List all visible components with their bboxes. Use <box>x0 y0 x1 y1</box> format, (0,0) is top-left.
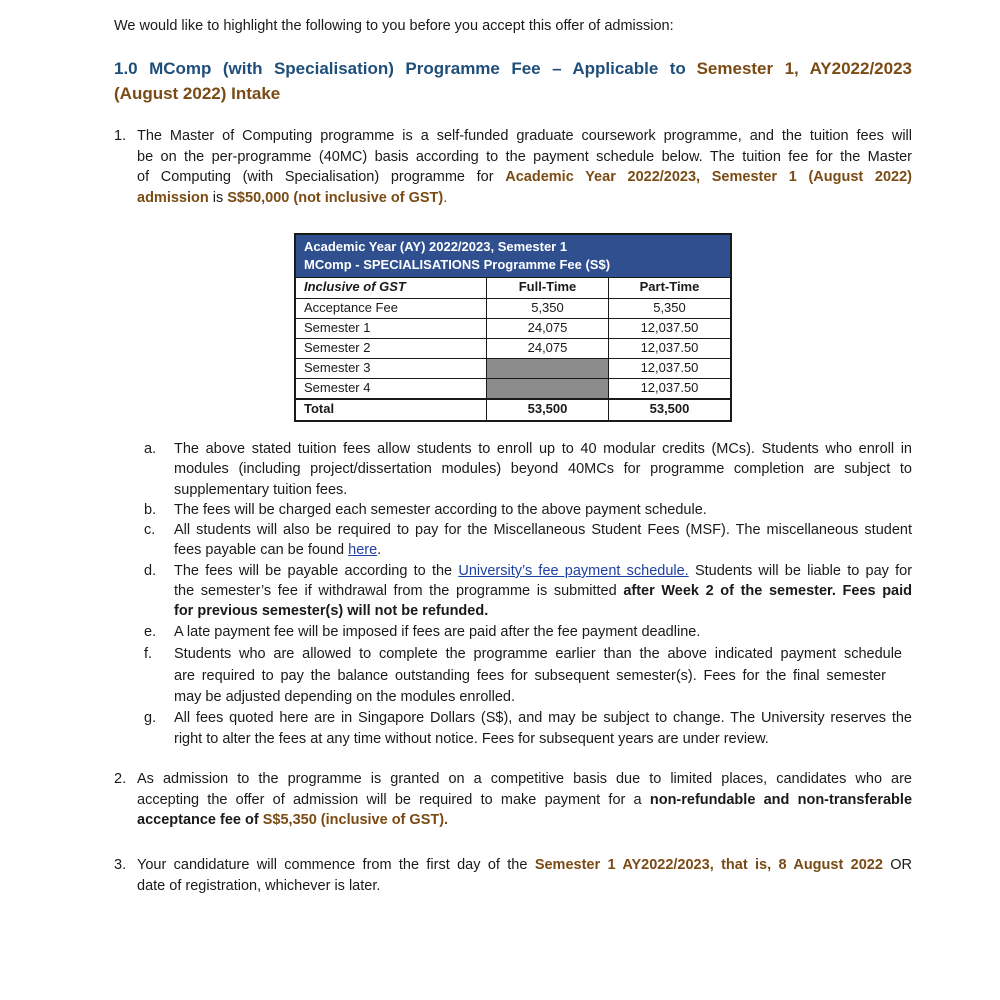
acceptance-fee-label: acceptance fee of <box>137 812 259 828</box>
col-header-gst: Inclusive of GST <box>296 278 487 298</box>
item-1-line-4 <box>137 188 447 208</box>
item-3-line-2: date of registration, whichever is later. <box>137 878 381 894</box>
academic-year-highlight: Academic Year 2022/2023, Semester 1 (August 2022) <box>505 169 913 185</box>
item-1-line-3 <box>137 167 912 187</box>
table-row <box>296 318 730 338</box>
item-1-line-1: The Master of Computing programme is a self-funded graduate coursework programme, and the tuition fees will <box>137 128 912 144</box>
part-time-value: 12,037.50 <box>640 360 699 375</box>
acceptance-fee-amount: S$5,350 (inclusive of GST). <box>262 812 449 828</box>
sub-item-a-line-3: supplementary tuition fees. <box>174 482 348 498</box>
sub-item-g-line-1: All fees quoted here are in Singapore Dollars (S$), and may be subject to change. The University reserves the <box>174 710 912 726</box>
sub-item-a-marker: a. <box>144 441 157 457</box>
sub-item-d-text-c: the semester’s fee if withdrawal from the programme is submitted <box>174 583 617 599</box>
sub-item-f-marker: f. <box>144 646 153 662</box>
item-3-text: Your candidature will commence from the first day of the <box>137 857 528 873</box>
heading-brown-part: Semester 1, AY2022/2023 <box>696 59 912 78</box>
sub-item-b-line-1: The fees will be charged each semester according to the above payment schedule. <box>174 502 707 518</box>
item-2-line-3 <box>137 810 448 830</box>
full-time-shaded-cell <box>487 359 609 378</box>
total-full-time: 53,500 <box>487 400 609 420</box>
table-row <box>296 358 730 378</box>
fee-payment-schedule-link[interactable]: University’s fee payment schedule. <box>458 563 689 579</box>
fee-table-header-row <box>296 277 730 298</box>
item-3-or: OR <box>890 857 913 873</box>
sub-item-g-line-2: right to alter the fees at any time without notice. Fees for subsequent years are under review. <box>174 731 769 747</box>
fee-table-title-line-2: MComp - SPECIALISATIONS Programme Fee (S$) <box>304 257 611 272</box>
item-1-line-3-text: of Computing (with Specialisation) programme for <box>137 169 494 185</box>
non-refundable-highlight: non-refundable and non-transferable <box>649 792 913 808</box>
col-header-full-time: Full-Time <box>487 278 609 298</box>
table-row <box>296 338 730 358</box>
sub-item-e-marker: e. <box>144 624 157 640</box>
full-time-value: 24,075 <box>487 339 609 358</box>
sub-item-f-line-2: are required to pay the balance outstanding fees for subsequent semester(s). Fees for the final semester <box>174 668 886 684</box>
sub-item-c-text: fees payable can be found <box>174 542 345 558</box>
intro-text: We would like to highlight the following to you before you accept this offer of admission: <box>114 18 674 34</box>
sub-item-d-marker: d. <box>144 563 157 579</box>
item-2-line-2 <box>137 790 912 810</box>
part-time-value: 12,037.50 <box>640 320 699 335</box>
row-label: Semester 4 <box>296 379 487 398</box>
item-1-is: is <box>212 190 224 206</box>
sub-item-b-marker: b. <box>144 502 157 518</box>
col-header-part-time: Part-Time <box>639 279 700 294</box>
table-row <box>296 378 730 398</box>
sub-item-d-text-b: Students will be liable to pay for <box>694 563 913 579</box>
fee-table <box>294 233 732 422</box>
full-time-value: 5,350 <box>487 299 609 318</box>
total-label: Total <box>296 400 487 420</box>
part-time-value: 12,037.50 <box>640 340 699 355</box>
sub-item-c-marker: c. <box>144 522 156 538</box>
heading-line-2: (August 2022) Intake <box>114 84 281 103</box>
admission-highlight: admission <box>137 190 209 206</box>
tuition-fee-highlight: S$50,000 (not inclusive of GST) <box>227 190 444 206</box>
row-label: Semester 2 <box>296 339 487 358</box>
item-1-period: . <box>443 190 448 206</box>
item-2-number: 2. <box>114 771 127 787</box>
sub-item-d-line-2 <box>174 581 912 601</box>
item-2-text: accepting the offer of admission will be required to make payment for a <box>137 792 642 808</box>
sub-item-f-line-3: may be adjusted depending on the modules enrolled. <box>174 689 515 705</box>
item-3-number: 3. <box>114 857 127 873</box>
full-time-shaded-cell <box>487 379 609 398</box>
sub-item-c-line-2 <box>174 540 381 560</box>
sub-item-e-line-1: A late payment fee will be imposed if fees are paid after the fee payment deadline. <box>174 624 701 640</box>
heading-blue-part: 1.0 MComp (with Specialisation) Programme Fee – Applicable to <box>114 59 686 78</box>
sub-item-d-line-1 <box>174 561 912 581</box>
sub-item-c-line-1: All students will also be required to pay for the Miscellaneous Student Fees (MSF). The miscellaneous student <box>174 522 912 538</box>
section-heading <box>114 59 912 80</box>
commencement-date-highlight: Semester 1 AY2022/2023, that is, 8 August 2022 <box>534 857 883 873</box>
table-row <box>296 298 730 318</box>
item-3-line-1 <box>137 855 912 875</box>
sub-item-a-line-2: modules (including project/dissertation modules) beyond 40MCs for programme completion are subject to <box>174 461 912 477</box>
part-time-value: 12,037.50 <box>640 380 699 395</box>
row-label: Acceptance Fee <box>296 299 487 318</box>
sub-item-a-line-1: The above stated tuition fees allow students to enroll up to 40 modular credits (MCs). Students who enroll in <box>174 441 912 457</box>
sub-item-d-line-3: for previous semester(s) will not be refunded. <box>174 603 489 619</box>
fee-table-title-line-1: Academic Year (AY) 2022/2023, Semester 1 <box>304 239 568 254</box>
week-2-highlight: after Week 2 of the semester. Fees paid <box>623 583 912 599</box>
part-time-value: 5,350 <box>653 300 686 315</box>
sub-item-d-text-a: The fees will be payable according to the <box>174 563 453 579</box>
total-part-time: 53,500 <box>649 401 690 416</box>
row-label: Semester 1 <box>296 319 487 338</box>
sub-item-f-line-1: Students who are allowed to complete the programme earlier than the above indicated payment schedule <box>174 646 902 662</box>
item-2-line-1: As admission to the programme is granted on a competitive basis due to limited places, candidates who are <box>137 771 912 787</box>
item-1-line-2: be on the per-programme (40MC) basis according to the payment schedule below. The tuition fee for the Master <box>137 149 912 165</box>
fee-table-title <box>296 235 730 277</box>
msf-here-link[interactable]: here <box>348 542 378 558</box>
sub-item-c-period: . <box>377 542 382 558</box>
item-1-number: 1. <box>114 128 127 144</box>
fee-table-total-row <box>296 398 730 420</box>
sub-item-g-marker: g. <box>144 710 157 726</box>
full-time-value: 24,075 <box>487 319 609 338</box>
row-label: Semester 3 <box>296 359 487 378</box>
